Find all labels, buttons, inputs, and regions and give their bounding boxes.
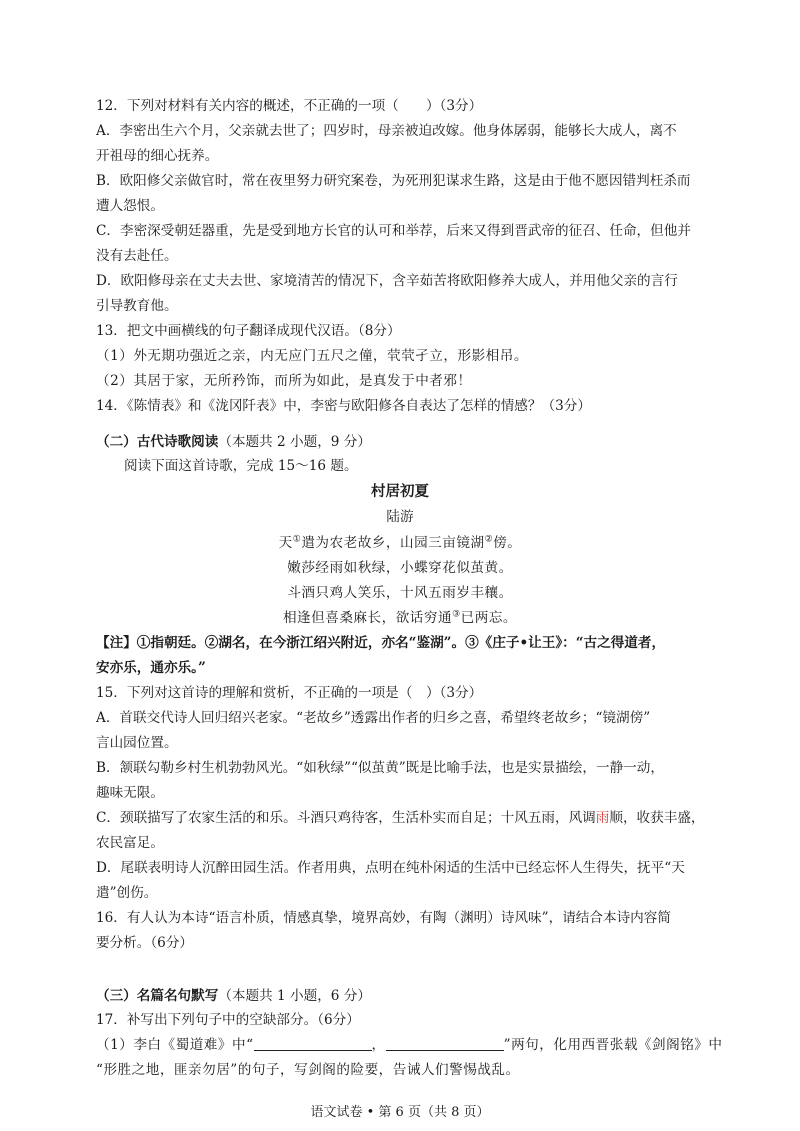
section2-heading-info: （本题共 2 小题，9 分） xyxy=(218,434,371,450)
section2-heading xyxy=(96,432,371,452)
q17-item-1-comma: ， xyxy=(371,1037,386,1053)
q15-option-d: D．尾联表明诗人沉醉田园生活。作者用典，点明在纯朴闲适的生活中已经忘怀人生得失，抚平“天 xyxy=(96,860,685,876)
q12-stem: 12．下列对材料有关内容的概述，不正确的一项（ ）（3分） xyxy=(96,98,483,114)
q14-stem: 14．《陈情表》和《泷冈阡表》中，李密与欧阳修各自表达了怎样的情感？（3分） xyxy=(96,398,591,414)
q17-item-1-part-c: ”两句，化用西晋张载《剑阁铭》中 xyxy=(503,1037,723,1053)
section2-instruction: 阅读下面这首诗歌，完成 15～16 题。 xyxy=(124,458,358,474)
poem-line-4 xyxy=(0,608,800,628)
q17-item-1 xyxy=(96,1035,723,1055)
q15-stem: 15．下列对这首诗的理解和赏析，不正确的一项是（ ）（3分） xyxy=(96,685,483,701)
q13-sentence-2: （2）其居于家，无所矜饰，而所为如此，是真发于中者邪！ xyxy=(96,373,472,389)
footnote-marker-3: ③ xyxy=(452,609,461,620)
poem-note: 【注】①指朝廷。②湖名，在今浙江绍兴附近，亦名“鉴湖”。③《庄子•让王》：“古之得道者， xyxy=(96,635,666,651)
q17-stem: 17．补写出下列句子中的空缺部分。（6分） xyxy=(96,1012,360,1028)
q12-option-a-cont: 开祖母的细心抚养。 xyxy=(96,148,219,164)
q12-option-c: C．李密深受朝廷器重，先是受到地方长官的认可和举荐，后来又得到晋武帝的征召、任命，但他并 xyxy=(96,223,691,239)
poem-author: 陆游 xyxy=(386,509,414,525)
q12-option-d-cont: 引导教育他。 xyxy=(96,298,178,314)
page-footer: 语文试卷 • 第 6 页（共 8 页） xyxy=(310,1105,490,1120)
q15-option-a-cont: 言山园位置。 xyxy=(96,735,178,751)
q16-stem-cont: 要分析。（6分） xyxy=(96,935,194,951)
poem-line-1-part-c: 傍。 xyxy=(493,535,522,551)
q15-option-c xyxy=(96,808,705,828)
poem-title: 村居初夏 xyxy=(371,483,429,500)
q17-item-1-cont: “形胜之地，匪亲勿居”的句子，写剑阁的险要，告诫人们警惕战乱。 xyxy=(96,1062,520,1078)
q15-option-c-cont: 农民富足。 xyxy=(96,835,164,851)
q17-item-1-part-a: （1）李白《蜀道难》中“ xyxy=(96,1037,254,1053)
q13-sentence-1: （1）外无期功强近之亲，内无应门五尺之僮，茕茕孑立，形影相吊。 xyxy=(96,348,528,364)
q15-option-b: B．颔联勾勒乡村生机勃勃风光。“如秋绿”“似茧黄”既是比喻手法，也是实景描绘，一静一动， xyxy=(96,760,664,776)
q15-option-b-cont: 趣味无限。 xyxy=(96,785,164,801)
poem-line-4-part-a: 相逢但喜桑麻长，欲话穷通 xyxy=(282,610,453,626)
section3-heading-info: （本题共 1 小题，6 分） xyxy=(218,988,371,1004)
q15-option-d-cont: 遣”创伤。 xyxy=(96,885,158,901)
q16-stem: 16．有人认为本诗“语言朴质，情感真挚，境界高妙，有陶（渊明）诗风味”，请结合本诗内容简 xyxy=(96,910,671,926)
q15-option-c-part-b: 顺，收获丰盛， xyxy=(609,810,705,826)
q12-option-b-cont: 遭人怨恨。 xyxy=(96,198,164,214)
poem-line-1 xyxy=(0,533,800,553)
q13-stem: 13．把文中画横线的句子翻译成现代汉语。（8分） xyxy=(96,323,401,339)
q15-option-c-part-a: C．颈联描写了农家生活的和乐。斗酒只鸡待客，生活朴实而自足；十风五雨，风调 xyxy=(96,810,596,826)
section3-heading-title: （三）名篇名句默写 xyxy=(96,988,219,1004)
q15-option-c-red-char: 雨 xyxy=(595,810,610,826)
poem-line-2: 嫩莎经雨如秋绿，小蝶穿花似茧黄。 xyxy=(287,560,513,576)
section3-heading xyxy=(96,986,371,1006)
poem-line-1-part-a: 天 xyxy=(278,535,293,551)
q12-option-d: D．欧阳修母亲在丈夫去世、家境清苦的情况下，含辛茹苦将欧阳修养大成人，并用他父亲的言行 xyxy=(96,273,678,289)
poem-note-cont: 安亦乐，通亦乐。” xyxy=(96,660,206,676)
poem-line-3: 斗酒只鸡人笑乐，十风五雨岁丰穰。 xyxy=(287,585,513,601)
answer-blank-2[interactable] xyxy=(386,1036,504,1051)
q15-option-a: A．首联交代诗人回归绍兴老家。“老故乡”透露出作者的归乡之喜，希望终老故乡；“镜湖傍” xyxy=(96,710,651,726)
footnote-marker-2: ② xyxy=(484,534,494,545)
q12-option-a: A．李密出生六个月，父亲就去世了；四岁时，母亲被迫改嫁。他身体孱弱，能够长大成人，离不 xyxy=(96,123,677,139)
section2-heading-title: （二）古代诗歌阅读 xyxy=(96,434,219,450)
poem-line-4-part-b: 已两忘。 xyxy=(460,610,518,626)
footnote-marker-1: ① xyxy=(292,534,302,545)
answer-blank-1[interactable] xyxy=(254,1036,372,1051)
q12-option-c-cont: 没有去赴任。 xyxy=(96,248,178,264)
q12-option-b: B．欧阳修父亲做官时，常在夜里努力研究案卷，为死刑犯谋求生路，这是由于他不愿因错判枉杀而 xyxy=(96,173,691,189)
poem-line-1-part-b: 遣为农老故乡，山园三亩镜湖 xyxy=(301,535,485,551)
